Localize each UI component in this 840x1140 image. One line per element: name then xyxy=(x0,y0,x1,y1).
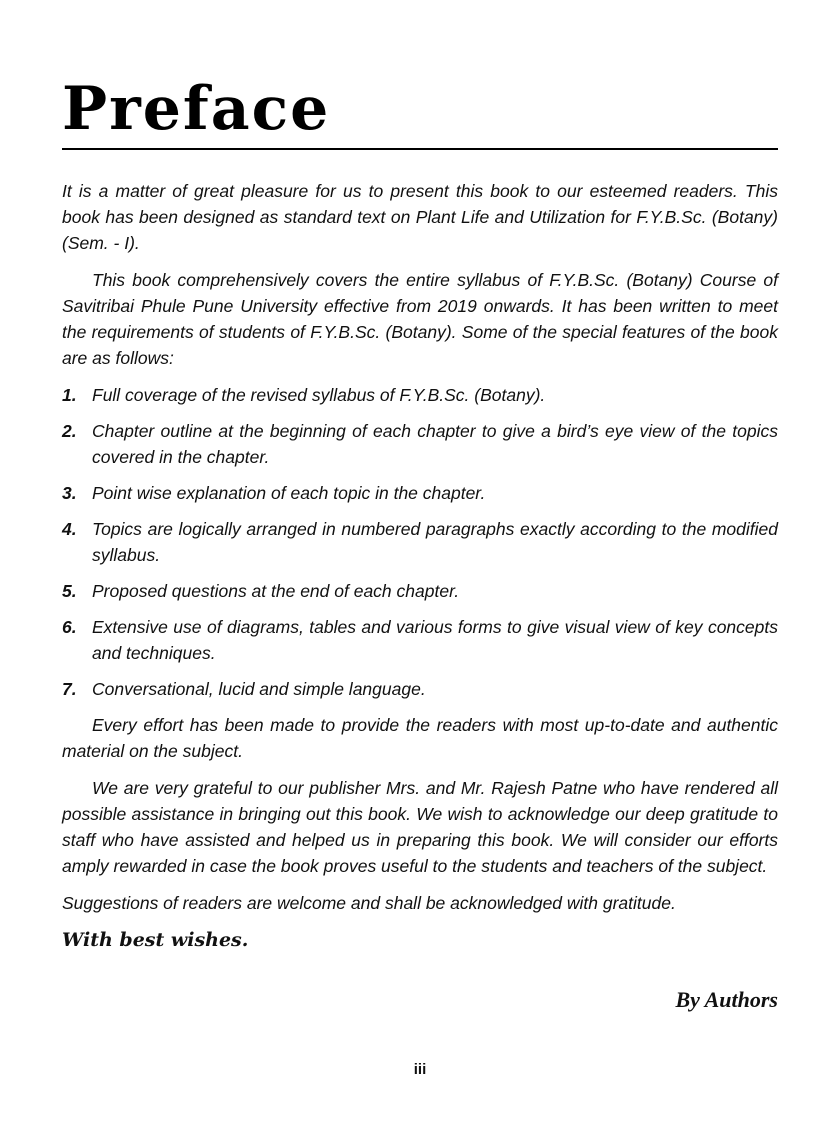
item-number: 5. xyxy=(62,581,77,601)
page-title: Preface xyxy=(62,74,331,144)
item-number: 6. xyxy=(62,617,77,637)
paragraph-effort: Every effort has been made to provide the readers with most up-to-date and authentic material on the subject. xyxy=(62,715,778,761)
paragraph-acknowledgement: We are very grateful to our publisher Mrs. and Mr. Rajesh Patne who have rendered all possible assistance in bringing out this book. We wish to acknowledge our deep gratitude to staff who have assisted and helped us in preparing this book. We will consider our efforts amply rewarded in case the book proves useful to the students and teachers of the subject. xyxy=(62,778,778,876)
item-number: 4. xyxy=(62,519,77,539)
item-text: Proposed questions at the end of each chapter. xyxy=(92,581,460,601)
list-item xyxy=(62,578,778,604)
closing-wishes: With best wishes. xyxy=(62,929,249,951)
item-number: 1. xyxy=(62,385,77,405)
item-text: Chapter outline at the beginning of each chapter to give a bird’s eye view of the topics covered in the chapter. xyxy=(92,421,778,467)
paragraph-suggestions: Suggestions of readers are welcome and shall be acknowledged with gratitude. xyxy=(62,893,676,913)
item-text: Conversational, lucid and simple language. xyxy=(92,679,426,699)
list-item xyxy=(62,516,778,568)
item-text: Full coverage of the revised syllabus of F.Y.B.Sc. (Botany). xyxy=(92,385,546,405)
features-list xyxy=(62,382,778,702)
item-text: Extensive use of diagrams, tables and various forms to give visual view of key concepts and techniques. xyxy=(92,617,778,663)
item-text: Point wise explanation of each topic in the chapter. xyxy=(92,483,486,503)
list-item xyxy=(62,418,778,470)
item-text: Topics are logically arranged in numbered paragraphs exactly according to the modified syllabus. xyxy=(92,519,778,565)
list-item xyxy=(62,382,778,408)
page-number: iii xyxy=(413,1061,427,1078)
list-item xyxy=(62,614,778,666)
list-item xyxy=(62,480,778,506)
item-number: 7. xyxy=(62,679,77,699)
item-number: 2. xyxy=(62,421,77,441)
paragraph-syllabus: This book comprehensively covers the entire syllabus of F.Y.B.Sc. (Botany) Course of Savitribai Phule Pune University effective from 2019 onwards. It has been written to meet the requirements of students of F.Y.B.Sc. (Botany). Some of the special features of the book are as follows: xyxy=(62,270,778,368)
item-number: 3. xyxy=(62,483,77,503)
authors-signature: By Authors xyxy=(675,987,778,1012)
title-rule xyxy=(62,148,778,150)
list-item xyxy=(62,676,778,702)
paragraph-intro: It is a matter of great pleasure for us to present this book to our esteemed readers. This book has been designed as standard text on Plant Life and Utilization for F.Y.B.Sc. (Botany) (Sem. - I). xyxy=(62,181,778,253)
